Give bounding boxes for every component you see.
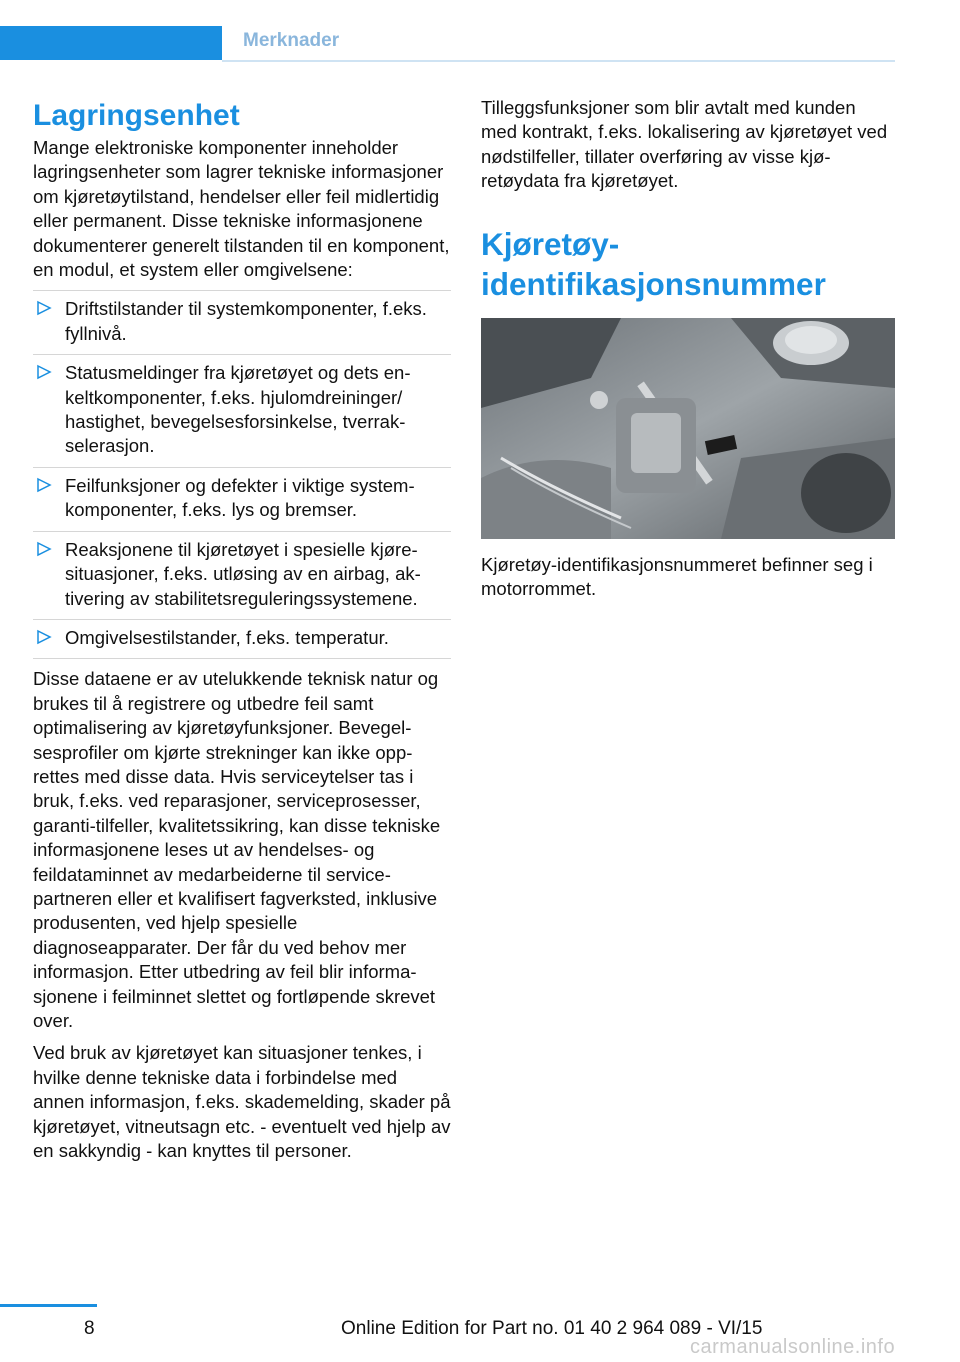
bullet-list xyxy=(33,290,451,659)
page-number: 8 xyxy=(84,1318,95,1339)
list-item-text: Driftstilstander til systemkomponenter, f.eks. fyllnivå. xyxy=(65,298,427,344)
heading-lagringsenhet: Lagringsenhet xyxy=(33,99,240,132)
left-column xyxy=(33,96,451,1171)
list-item xyxy=(33,355,451,468)
list-item-text: Reaksjonene til kjøretøyet i spesielle kjøresituasjoner, f.eks. utløsing av en airbag, aktivering av stabilitetsreguleringssystemene. xyxy=(65,538,421,609)
header-accent-bar xyxy=(0,26,222,60)
vin-caption: Kjøretøy-identifikasjonsnummeret befinner seg i motorrommet. xyxy=(481,553,873,600)
watermark: carmanualsonline.info xyxy=(690,1336,896,1358)
heading-vin: Kjøretøy-identifikasjonsnummer xyxy=(481,225,826,302)
additional-functions-paragraph: Tilleggsfunksjoner som blir avtalt med kunden med kontrakt, f.eks. lokalisering av kjøretøyet ved nødstilfeller, tillater overføring av visse kjøretøydata fra kjøretøyet. xyxy=(481,97,888,192)
usage-paragraph: Ved bruk av kjøretøyet kan situasjoner tenkes, i hvilke denne tekniske data i forbindelse med annen informasjon, f.eks. skademelding, skader på kjøretøyet, vitneutsagn etc. - eventuelt ved hjelp av en sakkyndig - kan knyttes til personer. xyxy=(33,1042,451,1162)
engine-bay-photo xyxy=(481,318,895,539)
triangle-bullet-icon xyxy=(35,540,53,558)
triangle-bullet-icon xyxy=(35,628,53,646)
data-paragraph: Disse dataene er av utelukkende teknisk natur og brukes til å registrere og utbedre feil samt optimalisering av kjøretøyfunksjoner. Bevegelsesprofiler om kjørte strekninger kan ikke opprettes med disse data. Hvis serviceytelser tas i bruk, f.eks. ved reparasjoner, serviceprosesser, garanti-tilfeller, kvalitetssikring, kan disse tekniske informasjonene leses ut av hendelses- og feildataminnet av medarbeiderne til servicepartneren eller et kvalifisert fagverksted, inklusive produsenten, ved hjelp spesielle diagnoseapparater. Der får du ved behov mer informasjon. Etter utbedring av feil blir informasjonene i feilminnet slettet og fortløpende skrevet over. xyxy=(33,668,441,1031)
footer-edition: Online Edition for Part no. 01 40 2 964 089 - VI/15 xyxy=(341,1318,763,1339)
triangle-bullet-icon xyxy=(35,363,53,381)
list-item xyxy=(33,532,451,620)
right-column xyxy=(481,96,895,609)
list-item xyxy=(33,620,451,659)
section-title: Merknader xyxy=(243,30,340,51)
list-item-text: Statusmeldinger fra kjøretøyet og dets enkeltkomponenter, f.eks. hjulomdreininger/ hastighet, bevegelsesforsinkelse, tverrakselerasjon. xyxy=(65,362,411,457)
header-rule xyxy=(222,60,895,62)
list-item-text: Feilfunksjoner og defekter i viktige systemkomponenter, f.eks. lys og bremser. xyxy=(65,474,415,521)
list-item-text: Omgivelsestilstander, f.eks. temperatur. xyxy=(65,626,389,648)
footer-rule xyxy=(0,1304,97,1307)
list-item xyxy=(33,468,451,532)
triangle-bullet-icon xyxy=(35,299,53,317)
triangle-bullet-icon xyxy=(35,476,53,494)
intro-paragraph: Mange elektroniske komponenter inneholder lagringsenheter som lagrer tekniske informasjoner om kjøretøytilstand, hendelser eller feil midlertidig eller permanent. Disse tekniske informasjonene dokumenterer generelt tilstanden til en komponent, en modul, et system eller omgivelsene: xyxy=(33,137,450,281)
list-item xyxy=(33,290,451,355)
